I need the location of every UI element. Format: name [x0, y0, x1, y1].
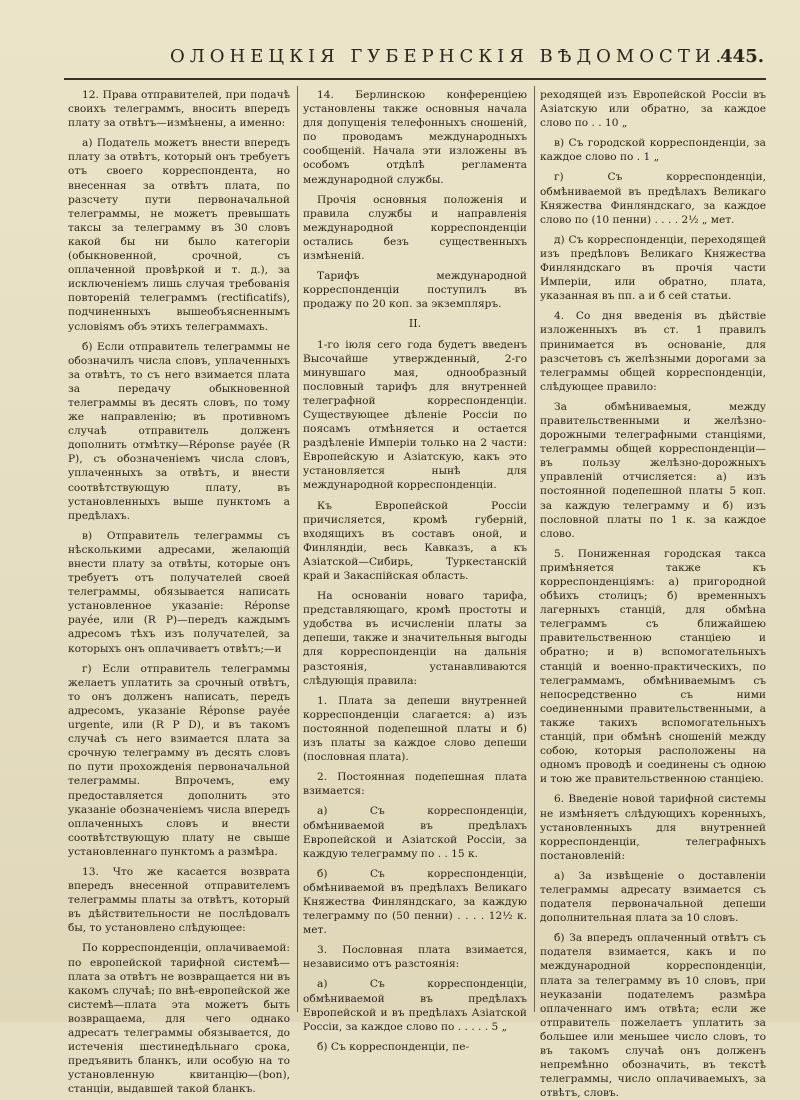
column-middle [303, 88, 527, 1053]
column-divider [534, 86, 535, 1012]
paragraph: б) Съ корреспонденціи, обмѣниваемой въ предѣлахъ Великаго Княжества Финляндскаго, за каждую телеграмму по (50 пенни) . . . . 12½ к. мет. [303, 867, 527, 937]
paragraph: а) Съ корреспонденціи, обмѣниваемой въ предѣлахъ Европейской и въ предѣлахъ Азіатской Россіи, за каждое слово по . . . . . 5 „ [303, 978, 527, 1033]
paragraph: а) Съ корреспонденціи, обмѣниваемой въ предѣлахъ Европейской и Азіатской Россіи, за каждую телеграмму по . . 15 к. [303, 805, 527, 860]
paragraph: в) Отправитель телеграммы съ нѣсколькими адресами, желающій внести плату за отвѣты, которые онъ требуетъ отъ получателей своей телеграммы, обязывается написать установленное указаніе: Réponse payée, или (R P)—передъ каждымъ адресомъ тѣхъ изъ получателей, за которыхъ онъ оплачиваетъ отвѣтъ;—и [68, 529, 290, 655]
paragraph: 3. Пословная плата взимается, независимо отъ разстоянія: [303, 944, 527, 971]
paragraph: а) Податель можетъ внести впередъ плату за отвѣтъ, который онъ требуетъ отъ своего корреспондента, но внесенная за отвѣтъ плата, по разсчету пути первоначальной телеграммы, не можетъ превышать таксы за телеграмму въ 30 словъ какой бы ни было категоріи (обыкновенной, срочной, съ оплаченной провѣркой и т. д.), за исключеніемъ лишь случая требованія повтореній телеграммъ (rectificatifs), подчиненныхъ вышеобъясненнымъ условіямъ объ этихъ телеграммахъ. [68, 137, 290, 333]
column-left [68, 88, 290, 1096]
paragraph: 1. Плата за депеши внутренней корреспонденціи слагается: а) изъ постоянной подепешной платы и б) изъ платы за каждое слово депеши (пословная плата). [303, 694, 527, 764]
paragraph: в) Съ городской корреспонденціи, за каждое слово по . 1 „ [540, 137, 766, 164]
paragraph: г) Съ корреспонденціи, обмѣниваемой въ предѣлахъ Великаго Княжества Финляндскаго, за каждое слово по (10 пенни) . . . . 2½ „ мет. [540, 171, 766, 226]
paragraph: По корреспонденціи, оплачиваемой: по европейской тарифной системѣ—плата за отвѣтъ не возвращается ни въ какомъ случаѣ; по внѣ-европейской же системѣ—плата эта можетъ быть возвращаема, для чего однако адресатъ телеграммы обязывается, до истеченія шестинедѣльнаго срока, предъявить бланкъ, или особую на то установленную квитанцію—(bon), станціи, выдавшей такой бланкъ. [68, 942, 290, 1096]
paragraph: 12. Права отправителей, при подачѣ своихъ телеграммъ, вносить впередъ плату за отвѣтъ—измѣнены, а именно: [68, 89, 290, 130]
paragraph: 2. Постоянная подепешная плата взимается: [303, 771, 527, 798]
paragraph: 13. Что же касается возврата впередъ внесенной отправителемъ телеграммы платы за отвѣтъ, который въ дѣйствительности не послѣдовалъ бы, то установлено слѣдующее: [68, 865, 290, 935]
paragraph: 6. Введеніе новой тарифной системы не измѣняетъ слѣдующихъ коренныхъ, установленныхъ для внутренней корреспонденціи, телеграфныхъ постановленій: [540, 793, 766, 862]
paragraph: б) За впередъ оплаченный отвѣтъ съ подателя взимается, какъ и по международной корреспонденціи, плата за телеграмму въ 10 словъ, при неуказаніи подателемъ размѣра оплаченнаго имъ отвѣта; если же отправитель пожелаетъ уплатить за большее или меньшее число словъ, то въ такомъ случаѣ онъ долженъ непремѣнно обозначить, въ текстѣ телеграммы, число оплачиваемыхъ, за отвѣтъ, словъ. [540, 932, 766, 1100]
paragraph: реходящей изъ Европейской Россіи въ Азіатскую или обратно, за каждое слово по . . 10 „ [540, 89, 766, 130]
paragraph: д) Съ корреспонденціи, переходящей изъ предѣловъ Великаго Княжества Финляндскаго въ прочія части Имперіи, или обратно, плата, указанная въ пп. а и б сей статьи. [540, 233, 766, 303]
paragraph: б) Съ корреспонденціи, пе- [317, 1040, 470, 1053]
paragraph: 5. Пониженная городская такса примѣняется также къ корреспонденціямъ: а) пригородной обѣихъ столицъ; б) временныхъ лагерныхъ станцій, для обмѣна телеграммъ съ ближайшею правительственною станціею и обратно; и в) вспомогательныхъ станцій и военно-практическихъ, по телеграммамъ, обмѣниваемымъ съ непосредственно съ ними соединенными правительственными, а также такихъ вспомогательныхъ станцій, при обмѣнѣ сношеній между собою, которыя расположены на одномъ проводѣ и соединены съ одною и тою же правительственною станціею. [540, 547, 766, 786]
paragraph: Тарифъ международной корреспонденціи поступилъ въ продажу по 20 коп. за экземпляръ. [303, 270, 527, 311]
paragraph: Къ Европейской Россіи причисляется, кромѣ губерній, входящихъ въ составъ оной, и Финляндіи, весь Кавказъ, а къ Азіатской—Сибирь, Туркестанскій край и Закаспійская область. [303, 499, 527, 582]
paragraph: 4. Со дня введенія въ дѣйствіе изложенныхъ въ ст. 1 правилъ принимается въ основаніе, для разсчетовъ съ желѣзными дорогами за телеграммы общей корреспонденціи, слѣдующее правило: [540, 310, 766, 393]
page-title: ОЛОНЕЦКІЯ ГУБЕРНСКІЯ ВѢДОМОСТИ. [170, 46, 727, 67]
column-divider [297, 86, 298, 1012]
paragraph: г) Если отправитель телеграммы желаетъ уплатить за срочный отвѣтъ, то онъ долженъ написать, передъ адресомъ, указаніе Réponse payée urgente, или (R P D), и въ такомъ случаѣ съ него взимается плата за срочную телеграмму въ десять словъ по пути прохожденія первоначальной телеграммы. Впрочемъ, ему предоставляется дополнить это указаніе обозначеніемъ числа впередъ оплаченныхъ словъ и внести соотвѣтствующую плату не свыше установленнаго пунктомъ а размѣра. [68, 662, 290, 858]
column-right [540, 88, 766, 1100]
paragraph: Прочія основныя положенія и правила службы и направленія международной корреспонденціи остались безъ существенныхъ измѣненій. [303, 193, 527, 263]
paragraph: 1-го іюля сего года будетъ введенъ Высочайше утвержденный, 2-го минувшаго мая, однообразный пословный тарифъ для внутренней телеграфной корреспонденціи. Существующее дѣленіе Россіи по поясамъ отмѣняется и остается раздѣленіе Имперіи только на 2 части: Европейскую и Азіатскую, какъ это установляется нынѣ для международной корреспонденціи. [303, 338, 527, 492]
section-heading: II. [408, 317, 422, 331]
paragraph: а) За извѣщеніе о доставленіи телеграммы адресату взимается съ подателя первоначальной депеши дополнительная плата за 10 словъ. [540, 869, 766, 925]
paragraph: 14. Берлинскою конференціею установлены также основныя начала для допущенія телефонныхъ сношеній, по проводамъ международныхъ сообщеній. Начала эти изложены въ особомъ отдѣлѣ регламента международной службы. [303, 89, 527, 186]
paragraph: На основаніи новаго тарифа, представляющаго, кромѣ простоты и удобства въ исчисленіи платы за депеши, также и значительныя выгоды для корреспонденціи на дальнія разстоянія, устанавливаются слѣдующія правила: [303, 590, 527, 687]
page-number: 445. [720, 46, 764, 67]
paragraph: б) Если отправитель телеграммы не обозначилъ числа словъ, уплаченныхъ за отвѣтъ, то съ него взимается плата за передачу обыкновенной телеграммы въ десять словъ, по тому же направленію; въ противномъ случаѣ отправитель долженъ дополнить отмѣтку—Réponse payée (R P), съ обозначеніемъ числа словъ, уплаченныхъ за отвѣтъ, и внести соотвѣтствующую плату, въ установленныхъ выше пунктомъ а предѣлахъ. [68, 340, 290, 522]
page-header [60, 42, 770, 76]
header-rule [64, 78, 766, 80]
paragraph: За обмѣниваемыя, между правительственными и желѣзно-дорожными телеграфными станціями, телеграммы общей корреспонденціи—въ пользу желѣзно-дорожныхъ управленій отчисляется: а) изъ постоянной подепешной платы 5 коп. за каждую телеграмму и б) изъ пословной платы по 1 к. за каждое слово. [540, 400, 766, 540]
